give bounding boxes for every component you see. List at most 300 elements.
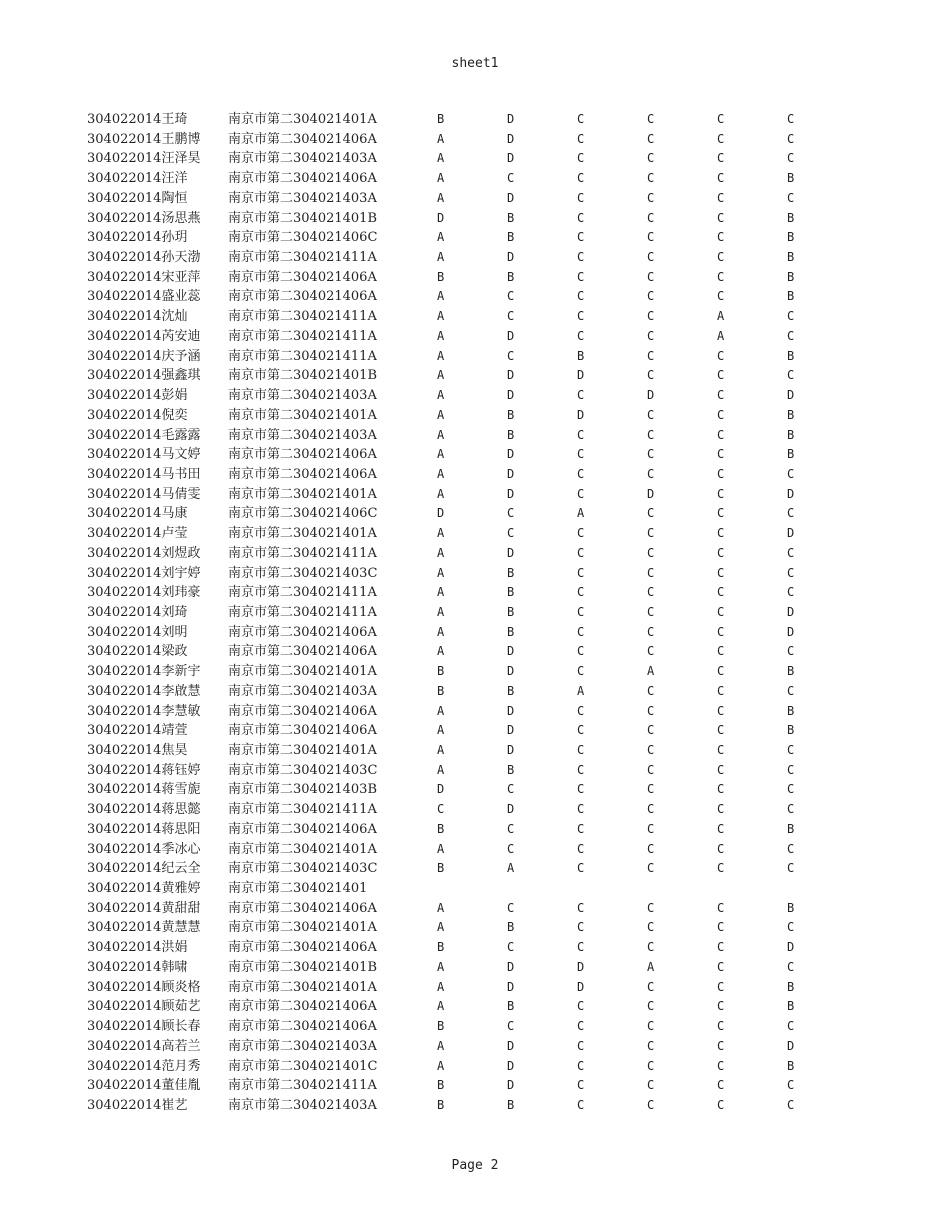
student-id-name-cell: 304022014汤思燕 (87, 210, 201, 226)
table-row (0, 800, 950, 820)
answer-cell-6: B (787, 664, 795, 679)
answer-cell-4: A (647, 959, 655, 974)
answer-cell-1: A (437, 250, 445, 265)
student-id-name-cell: 304022014马文婷 (87, 447, 201, 463)
sheet-title: sheet1 (451, 56, 499, 71)
school-class-cell: 南京市第二304021401A (228, 407, 377, 423)
answer-cell-6: C (787, 743, 795, 757)
school-class-cell: 南京市第二304021403C (228, 762, 378, 778)
answer-cell-2: D (507, 447, 515, 462)
answer-cell-5: C (717, 624, 725, 639)
answer-cell-5: C (717, 250, 725, 265)
answer-cell-6: C (787, 466, 795, 481)
answer-cell-1: A (437, 743, 445, 757)
answer-cell-3: C (577, 1038, 585, 1053)
answer-cell-1: B (437, 821, 445, 836)
answer-cell-2: B (507, 1097, 515, 1112)
school-class-cell: 南京市第二304021411A (228, 309, 377, 325)
answer-cell-1: D (437, 210, 445, 225)
answer-cell-6: D (787, 388, 795, 403)
table-row (0, 780, 950, 800)
student-id-name-cell: 304022014黄慧慧 (87, 920, 201, 936)
answer-cell-6: C (787, 112, 795, 126)
answer-cell-2: C (507, 506, 515, 521)
answer-cell-5: C (717, 348, 725, 363)
answer-cell-3: C (577, 585, 585, 600)
table-row (0, 1096, 950, 1116)
table-row (0, 583, 950, 603)
school-class-cell: 南京市第二304021406A (228, 289, 377, 305)
answer-cell-3: C (577, 269, 585, 284)
student-id-name-cell: 304022014蒋思阳 (87, 821, 201, 837)
answer-cell-6: C (787, 782, 795, 797)
table-row (0, 445, 950, 465)
answer-cell-4: C (647, 723, 655, 738)
answer-cell-6: B (787, 407, 795, 422)
student-id-name-cell: 304022014高若兰 (87, 1038, 201, 1054)
answer-cell-3: C (577, 230, 585, 245)
student-id-name-cell: 304022014蒋钰婷 (87, 762, 201, 778)
answer-cell-3: C (577, 466, 585, 481)
answer-cell-6: D (787, 486, 795, 501)
answer-cell-1: A (437, 959, 445, 974)
table-row (0, 130, 950, 150)
answer-cell-5: C (717, 703, 725, 718)
answer-cell-3: C (577, 328, 585, 343)
school-class-cell: 南京市第二304021401A (228, 743, 377, 758)
answer-cell-6: C (787, 644, 795, 659)
table-row (0, 149, 950, 169)
answer-cell-3: C (577, 841, 585, 856)
student-id-name-cell: 304022014焦昊 (87, 743, 188, 758)
answer-cell-3: C (577, 821, 585, 836)
answer-cell-4: C (647, 427, 655, 442)
answer-cell-3: C (577, 526, 585, 541)
answer-cell-1: A (437, 565, 445, 580)
student-id-name-cell: 304022014马书田 (87, 466, 201, 482)
answer-cell-4: D (647, 388, 655, 403)
student-id-name-cell: 304022014马康 (87, 506, 188, 522)
answer-cell-6: C (787, 802, 795, 817)
answer-cell-3: C (577, 171, 585, 186)
answer-cell-5: C (717, 683, 725, 698)
answer-cell-3: C (577, 1097, 585, 1112)
table-row (0, 544, 950, 564)
answer-cell-3: D (577, 407, 585, 422)
answer-cell-1: A (437, 368, 445, 383)
table-row (0, 228, 950, 248)
table-row (0, 248, 950, 268)
school-class-cell: 南京市第二304021411A (228, 585, 377, 601)
answer-cell-1: A (437, 466, 445, 481)
school-class-cell: 南京市第二304021401A (228, 979, 377, 995)
answer-cell-2: B (507, 565, 515, 580)
school-class-cell: 南京市第二304021406A (228, 171, 377, 187)
answer-cell-3: C (577, 900, 585, 915)
answer-cell-1: A (437, 999, 445, 1014)
answer-cell-2: C (507, 289, 515, 304)
answer-cell-3: C (577, 782, 585, 797)
table-row (0, 564, 950, 584)
table-row (0, 958, 950, 978)
table-row (0, 1037, 950, 1057)
answer-cell-3: C (577, 920, 585, 935)
answer-cell-1: A (437, 1058, 445, 1073)
answer-cell-2: B (507, 427, 515, 442)
student-id-name-cell: 304022014李啟慧 (87, 683, 201, 699)
answer-cell-5: C (717, 585, 725, 600)
student-id-name-cell: 304022014庆予涵 (87, 348, 201, 364)
answer-cell-2: C (507, 940, 515, 955)
school-class-cell: 南京市第二304021406A (228, 703, 377, 719)
answer-cell-6: B (787, 171, 795, 186)
answer-cell-4: C (647, 841, 655, 856)
answer-cell-5: C (717, 230, 725, 245)
school-class-cell: 南京市第二304021406A (228, 269, 377, 285)
answer-cell-5: C (717, 723, 725, 738)
answer-cell-4: C (647, 604, 655, 619)
table-row (0, 287, 950, 307)
answer-cell-2: B (507, 210, 515, 225)
answer-cell-4: D (647, 486, 655, 501)
answer-cell-2: B (507, 624, 515, 639)
school-class-cell: 南京市第二304021401 (228, 881, 368, 897)
student-id-name-cell: 304022014王鹏博 (87, 131, 201, 147)
table-row (0, 1017, 950, 1037)
school-class-cell: 南京市第二304021403A (228, 190, 377, 206)
answer-cell-2: B (507, 604, 515, 619)
answer-cell-6: B (787, 427, 795, 442)
answer-cell-4: C (647, 447, 655, 462)
answer-cell-2: C (507, 171, 515, 186)
table-row (0, 879, 950, 899)
answer-cell-5: C (717, 526, 725, 541)
answer-cell-4: C (647, 131, 655, 146)
school-class-cell: 南京市第二304021406A (228, 624, 377, 640)
answer-cell-1: B (437, 1078, 445, 1093)
school-class-cell: 南京市第二304021403A (228, 1097, 377, 1113)
table-row (0, 426, 950, 446)
answer-cell-4: C (647, 171, 655, 186)
answer-cell-1: A (437, 841, 445, 856)
student-id-name-cell: 304022014孙玥 (87, 230, 188, 246)
answer-cell-6: C (787, 190, 795, 205)
student-id-name-cell: 304022014黄雅婷 (87, 881, 201, 897)
answer-cell-4: C (647, 624, 655, 639)
answer-cell-1: A (437, 604, 445, 619)
answer-cell-3: C (577, 624, 585, 639)
answer-cell-5: A (717, 309, 725, 324)
answer-cell-2: D (507, 368, 515, 383)
school-class-cell: 南京市第二304021401B (228, 210, 377, 226)
answer-cell-6: C (787, 506, 795, 521)
answer-cell-4: C (647, 1058, 655, 1073)
answer-cell-6: B (787, 269, 795, 284)
answer-cell-1: A (437, 979, 445, 994)
school-class-cell: 南京市第二304021406A (228, 644, 377, 660)
student-id-name-cell: 304022014范月秀 (87, 1058, 201, 1074)
answer-cell-1: B (437, 664, 445, 679)
answer-cell-4: C (647, 782, 655, 797)
answer-cell-4: C (647, 762, 655, 777)
school-class-cell: 南京市第二304021406A (228, 1019, 377, 1035)
answer-cell-4: C (647, 368, 655, 383)
answer-cell-4: C (647, 269, 655, 284)
answer-cell-4: C (647, 979, 655, 994)
answer-cell-5: C (717, 782, 725, 797)
answer-cell-3: C (577, 131, 585, 146)
answer-cell-3: C (577, 861, 585, 876)
table-row (0, 386, 950, 406)
answer-cell-2: D (507, 1058, 515, 1073)
answer-cell-5: C (717, 466, 725, 481)
data-sheet (0, 110, 950, 1116)
school-class-cell: 南京市第二304021403A (228, 1038, 377, 1054)
table-row (0, 741, 950, 761)
answer-cell-4: C (647, 309, 655, 324)
answer-cell-6: D (787, 604, 795, 619)
table-row (0, 899, 950, 919)
student-id-name-cell: 304022014刘明 (87, 624, 188, 640)
answer-cell-6: C (787, 131, 795, 146)
answer-cell-6: B (787, 230, 795, 245)
student-id-name-cell: 304022014纪云全 (87, 861, 201, 877)
answer-cell-2: D (507, 545, 515, 560)
answer-cell-6: B (787, 289, 795, 304)
answer-cell-5: C (717, 664, 725, 679)
school-class-cell: 南京市第二304021406A (228, 447, 377, 463)
answer-cell-5: C (717, 210, 725, 225)
school-class-cell: 南京市第二304021411A (228, 250, 377, 266)
answer-cell-2: D (507, 664, 515, 679)
answer-cell-3: C (577, 112, 585, 126)
student-id-name-cell: 304022014芮安迪 (87, 328, 201, 344)
answer-cell-3: C (577, 486, 585, 501)
table-row (0, 938, 950, 958)
answer-cell-6: B (787, 348, 795, 363)
answer-cell-4: C (647, 861, 655, 876)
answer-cell-1: A (437, 427, 445, 442)
school-class-cell: 南京市第二304021403A (228, 683, 377, 699)
answer-cell-5: C (717, 486, 725, 501)
answer-cell-5: C (717, 407, 725, 422)
answer-cell-1: B (437, 861, 445, 876)
answer-cell-3: C (577, 1019, 585, 1034)
answer-cell-5: C (717, 388, 725, 403)
school-class-cell: 南京市第二304021403C (228, 565, 378, 581)
answer-cell-3: C (577, 940, 585, 955)
answer-cell-6: C (787, 328, 795, 343)
school-class-cell: 南京市第二304021406C (228, 230, 378, 246)
answer-cell-5: C (717, 1058, 725, 1073)
student-id-name-cell: 304022014盛业蕊 (87, 289, 201, 305)
answer-cell-3: C (577, 743, 585, 757)
answer-cell-5: C (717, 644, 725, 659)
student-id-name-cell: 304022014刘宇婷 (87, 565, 201, 581)
answer-cell-1: A (437, 388, 445, 403)
table-row (0, 859, 950, 879)
answer-cell-1: A (437, 230, 445, 245)
student-id-name-cell: 304022014黄甜甜 (87, 900, 201, 916)
answer-cell-5: C (717, 861, 725, 876)
answer-cell-2: D (507, 743, 515, 757)
school-class-cell: 南京市第二304021401A (228, 112, 377, 127)
answer-cell-4: C (647, 1019, 655, 1034)
answer-cell-5: C (717, 604, 725, 619)
answer-cell-4: C (647, 802, 655, 817)
answer-cell-5: C (717, 940, 725, 955)
answer-cell-1: A (437, 900, 445, 915)
answer-cell-2: D (507, 131, 515, 146)
answer-cell-2: C (507, 309, 515, 324)
answer-cell-1: A (437, 171, 445, 186)
answer-cell-2: B (507, 920, 515, 935)
answer-cell-6: D (787, 1038, 795, 1053)
school-class-cell: 南京市第二304021411A (228, 604, 377, 620)
school-class-cell: 南京市第二304021403B (228, 782, 377, 798)
student-id-name-cell: 304022014梁政 (87, 644, 188, 660)
table-row (0, 110, 950, 130)
answer-cell-4: C (647, 900, 655, 915)
answer-cell-1: A (437, 526, 445, 541)
answer-cell-2: B (507, 999, 515, 1014)
answer-cell-4: A (647, 664, 655, 679)
student-id-name-cell: 304022014蒋雪旎 (87, 782, 201, 798)
answer-cell-6: D (787, 624, 795, 639)
school-class-cell: 南京市第二304021401A (228, 920, 377, 936)
answer-cell-5: C (717, 269, 725, 284)
answer-cell-1: A (437, 920, 445, 935)
answer-cell-4: C (647, 743, 655, 757)
answer-cell-4: C (647, 565, 655, 580)
answer-cell-3: C (577, 447, 585, 462)
table-row (0, 524, 950, 544)
answer-cell-3: C (577, 1058, 585, 1073)
student-id-name-cell: 304022014彭娟 (87, 388, 188, 404)
answer-cell-4: C (647, 210, 655, 225)
answer-cell-3: C (577, 309, 585, 324)
answer-cell-5: C (717, 979, 725, 994)
answer-cell-6: C (787, 683, 795, 698)
answer-cell-4: C (647, 328, 655, 343)
answer-cell-1: A (437, 447, 445, 462)
school-class-cell: 南京市第二304021406A (228, 466, 377, 482)
student-id-name-cell: 304022014董佳胤 (87, 1078, 201, 1094)
school-class-cell: 南京市第二304021411A (228, 328, 377, 344)
answer-cell-2: D (507, 190, 515, 205)
answer-cell-4: C (647, 821, 655, 836)
table-row (0, 662, 950, 682)
answer-cell-4: C (647, 466, 655, 481)
answer-cell-1: A (437, 151, 445, 166)
answer-cell-2: C (507, 1019, 515, 1034)
table-row (0, 642, 950, 662)
answer-cell-6: B (787, 250, 795, 265)
school-class-cell: 南京市第二304021406A (228, 999, 377, 1015)
school-class-cell: 南京市第二304021403A (228, 151, 377, 167)
answer-cell-4: C (647, 585, 655, 600)
answer-cell-2: C (507, 841, 515, 856)
table-row (0, 504, 950, 524)
table-row (0, 327, 950, 347)
school-class-cell: 南京市第二304021401B (228, 368, 377, 384)
answer-cell-5: C (717, 565, 725, 580)
answer-cell-6: C (787, 1078, 795, 1093)
answer-cell-2: D (507, 250, 515, 265)
answer-cell-6: C (787, 309, 795, 324)
answer-cell-5: C (717, 112, 725, 126)
answer-cell-6: C (787, 545, 795, 560)
answer-cell-6: C (787, 1097, 795, 1112)
answer-cell-5: C (717, 368, 725, 383)
student-id-name-cell: 304022014王琦 (87, 112, 188, 127)
school-class-cell: 南京市第二304021411A (228, 348, 377, 364)
table-row (0, 761, 950, 781)
student-id-name-cell: 304022014李新宇 (87, 664, 201, 680)
answer-cell-3: C (577, 427, 585, 442)
table-row (0, 209, 950, 229)
student-id-name-cell: 304022014崔艺 (87, 1097, 188, 1113)
student-id-name-cell: 304022014沈灿 (87, 309, 188, 325)
answer-cell-4: C (647, 683, 655, 698)
student-id-name-cell: 304022014韩啸 (87, 959, 188, 975)
student-id-name-cell: 304022014季冰心 (87, 841, 201, 857)
answer-cell-2: B (507, 230, 515, 245)
answer-cell-3: C (577, 703, 585, 718)
answer-cell-6: C (787, 841, 795, 856)
answer-cell-5: C (717, 447, 725, 462)
answer-cell-6: C (787, 861, 795, 876)
table-row (0, 485, 950, 505)
answer-cell-4: C (647, 112, 655, 126)
answer-cell-2: B (507, 683, 515, 698)
answer-cell-5: C (717, 1038, 725, 1053)
school-class-cell: 南京市第二304021406A (228, 940, 377, 956)
answer-cell-3: C (577, 289, 585, 304)
answer-cell-3: C (577, 999, 585, 1014)
student-id-name-cell: 304022014刘玮豪 (87, 585, 201, 601)
answer-cell-2: D (507, 959, 515, 974)
answer-cell-6: B (787, 723, 795, 738)
answer-cell-3: C (577, 210, 585, 225)
table-row (0, 840, 950, 860)
answer-cell-4: C (647, 348, 655, 363)
answer-cell-5: C (717, 999, 725, 1014)
answer-cell-1: A (437, 348, 445, 363)
answer-cell-5: C (717, 920, 725, 935)
answer-cell-1: A (437, 703, 445, 718)
answer-cell-6: B (787, 210, 795, 225)
student-id-name-cell: 304022014汪洋 (87, 171, 188, 187)
student-id-name-cell: 304022014宋亚萍 (87, 269, 201, 285)
answer-cell-1: A (437, 289, 445, 304)
answer-cell-2: B (507, 585, 515, 600)
answer-cell-2: D (507, 112, 515, 126)
answer-cell-4: C (647, 644, 655, 659)
table-row (0, 406, 950, 426)
table-row (0, 820, 950, 840)
answer-cell-4: C (647, 289, 655, 304)
answer-cell-5: C (717, 802, 725, 817)
student-id-name-cell: 304022014顾炎格 (87, 979, 201, 995)
answer-cell-1: D (437, 782, 445, 797)
answer-cell-1: A (437, 723, 445, 738)
student-id-name-cell: 304022014顾长春 (87, 1019, 201, 1035)
answer-cell-4: C (647, 190, 655, 205)
answer-cell-2: B (507, 407, 515, 422)
answer-cell-6: C (787, 151, 795, 166)
answer-cell-3: D (577, 368, 585, 383)
